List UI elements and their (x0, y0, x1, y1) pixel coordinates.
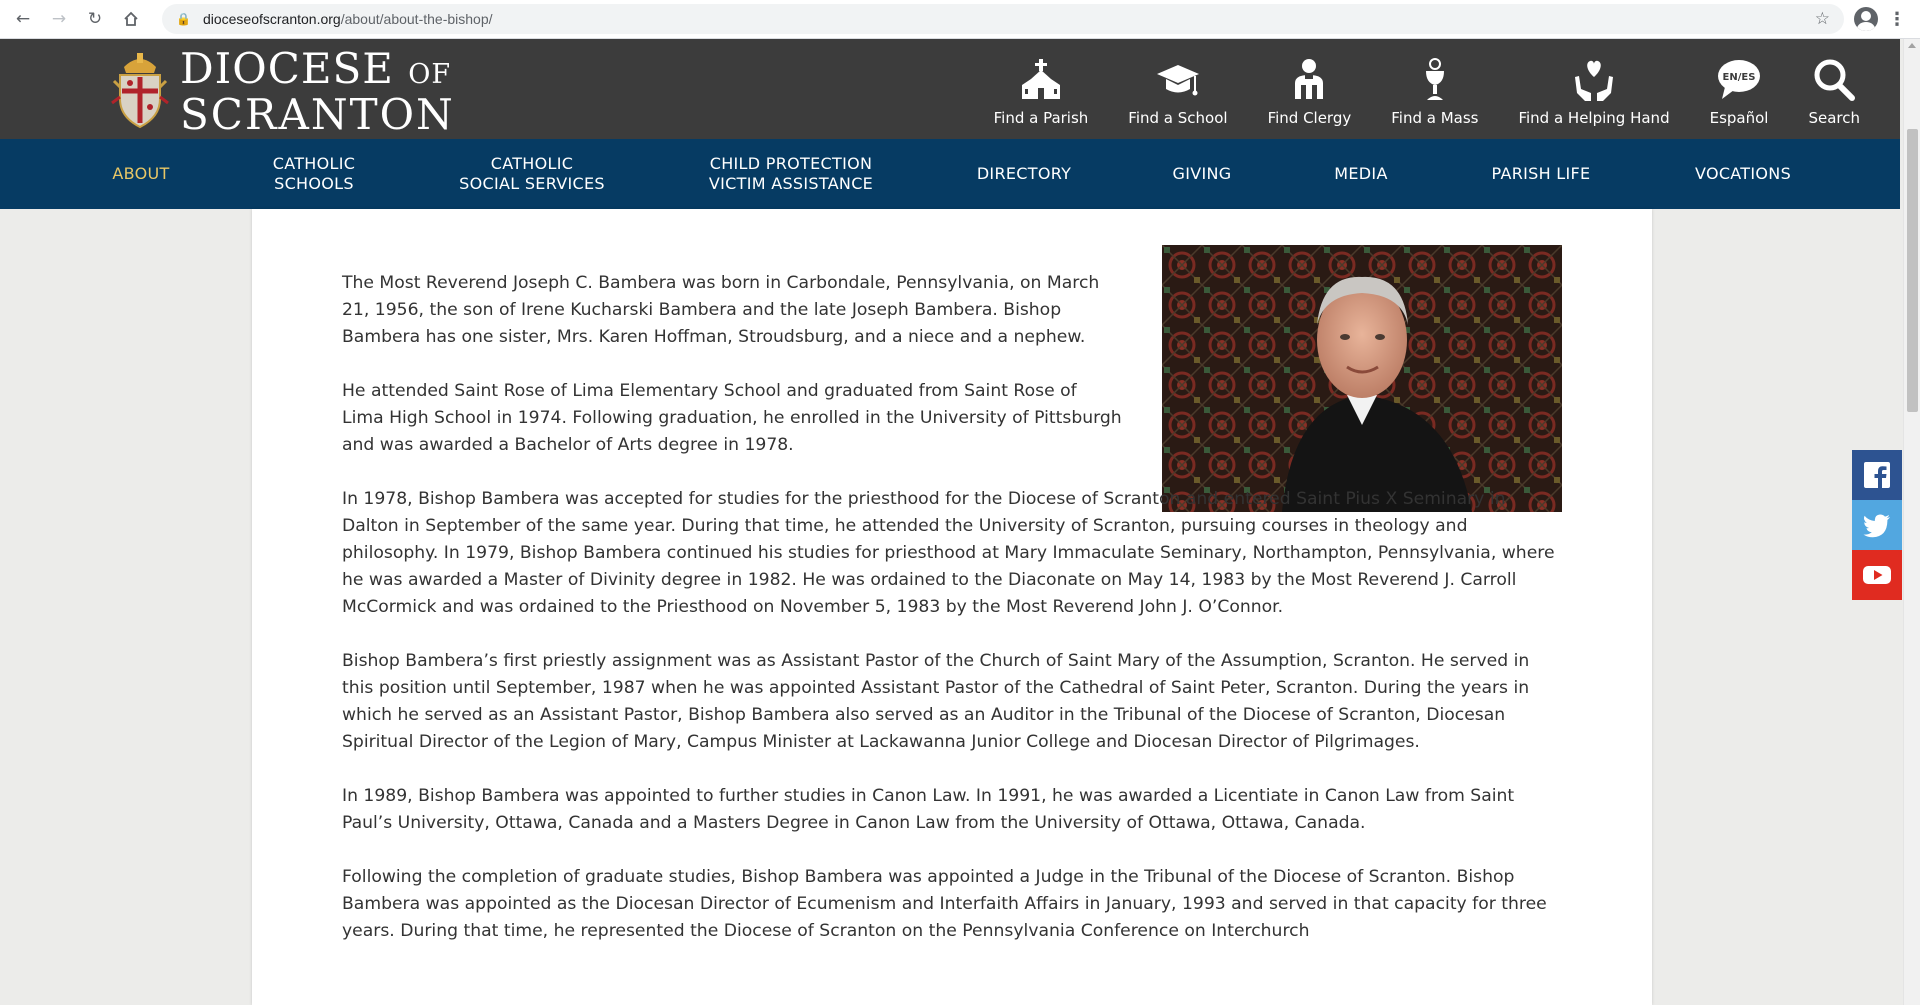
quick-links (974, 47, 1880, 137)
search-icon (1811, 57, 1857, 103)
bookmark-star-icon[interactable]: ☆ (1814, 9, 1830, 29)
bio-paragraph: He attended Saint Rose of Lima Elementary School and graduated from Saint Rose of Lima High School in 1974. Following graduation, he enrolled in the University of Pittsburgh and was awarded a Bachelor of Arts degree in 1978. (342, 381, 1122, 455)
nav-catholic-schools-line1: CATHOLIC (272, 154, 356, 173)
language-badge-text: EN/ES (1722, 72, 1756, 83)
find-helping-hand-link[interactable] (1498, 47, 1689, 127)
twitter-icon (1862, 510, 1892, 540)
nav-child-protection-line2: VICTIM ASSISTANCE (708, 174, 874, 193)
find-clergy-link[interactable] (1248, 47, 1372, 127)
espanol-link[interactable] (1690, 47, 1789, 127)
nav-directory-label: DIRECTORY (976, 164, 1072, 183)
find-clergy-label: Find Clergy (1267, 109, 1352, 127)
diocese-crest-icon (110, 51, 170, 133)
logo-word-scranton: SCRANTON (180, 90, 455, 139)
facebook-icon (1862, 460, 1892, 490)
nav-social-services-line2: SOCIAL SERVICES (459, 174, 605, 193)
nav-media[interactable] (1334, 164, 1387, 184)
url-domain: dioceseofscranton.org (202, 11, 341, 27)
url-path: /about/about-the-bishop/ (340, 11, 493, 27)
chalice-icon (1412, 57, 1458, 103)
find-parish-label: Find a Parish (993, 109, 1089, 127)
espanol-label: Español (1709, 109, 1769, 127)
helping-hand-icon (1571, 57, 1617, 103)
scroll-thumb[interactable] (1907, 129, 1918, 412)
nav-catholic-schools[interactable] (273, 154, 355, 194)
bio-paragraph: In 1989, Bishop Bambera was appointed to further studies in Canon Law. In 1991, he was awarded a Licentiate in Canon Law from Saint Paul’s University, Ottawa, Canada and a Masters Degree in Canon Law from the University of Ottawa, Ottawa, Canada. (342, 786, 1515, 833)
main-navigation (0, 139, 1900, 209)
church-icon (1018, 57, 1064, 103)
nav-vocations-label: VOCATIONS (1694, 164, 1792, 183)
language-bubble-icon (1716, 57, 1762, 103)
find-helping-hand-label: Find a Helping Hand (1518, 109, 1670, 127)
nav-child-protection[interactable] (709, 154, 873, 194)
page-scrollbar[interactable] (1903, 39, 1920, 1005)
nav-about[interactable] (112, 164, 169, 184)
nav-catholic-schools-line2: SCHOOLS (274, 174, 354, 193)
find-school-link[interactable] (1108, 47, 1247, 127)
forward-arrow-icon[interactable]: → (51, 9, 67, 29)
bio-paragraph: The Most Reverend Joseph C. Bambera was born in Carbondale, Pennsylvania, on March 21, 1956, the son of Irene Kucharski Bambera and the late Joseph Bambera. Bishop Bambera has one sister, Mrs. Karen Hoffman, Stroudsburg, and a niece and a nephew. (342, 273, 1100, 347)
bio-paragraph: In 1978, Bishop Bambera was accepted for studies for the priesthood for the Diocese of Scranton and entered Saint Pius X Seminary in Dalton in September of the same year. During that time, he attended the University of Scranton, pursuing courses in theology and philosophy. In 1979, Bishop Bambera continued his studies for priesthood at Mary Immaculate Seminary, Northampton, Pennsylvania, where he was awarded a Master of Divinity degree in 1982. He was ordained to the Diaconate on May 14, 1983 by the Most Reverend J. Carroll McCormick and was ordained to the Priesthood on November 5, 1983 by the Most Reverend John J. O’Connor. (342, 489, 1555, 617)
find-mass-link[interactable] (1371, 47, 1498, 127)
graduation-cap-icon (1155, 57, 1201, 103)
logo-word-of: OF (408, 59, 452, 90)
bio-paragraph: Following the completion of graduate studies, Bishop Bambera was appointed a Judge in the Tribunal of the Diocese of Scranton. Bishop Bambera was appointed as the Diocesan Director of Ecumenism and Interfaith Affairs in January, 1993 and served in that capacity for three years. During that time, he represented the Diocese of Scranton on the Pennsylvania Conference on Interchurch (342, 867, 1547, 941)
home-icon[interactable] (116, 4, 146, 34)
search-link[interactable] (1788, 47, 1880, 127)
site-header (0, 39, 1900, 139)
nav-child-protection-line1: CHILD PROTECTION (709, 154, 873, 173)
logo-text (180, 44, 455, 139)
browser-nav-buttons (8, 4, 146, 34)
facebook-button[interactable] (1852, 450, 1902, 500)
find-mass-label: Find a Mass (1391, 109, 1479, 127)
clergy-icon (1286, 57, 1332, 103)
diocese-logo[interactable] (110, 44, 455, 139)
nav-parish-life[interactable] (1492, 164, 1591, 184)
find-parish-link[interactable] (974, 47, 1109, 127)
nav-vocations[interactable] (1695, 164, 1791, 184)
browser-menu-icon[interactable]: ⋮ (1888, 8, 1906, 30)
nav-about-label: ABOUT (112, 164, 170, 183)
nav-directory[interactable] (977, 164, 1071, 184)
search-label: Search (1808, 109, 1860, 127)
nav-parish-life-label: PARISH LIFE (1491, 164, 1591, 183)
nav-social-services-line1: CATHOLIC (490, 154, 574, 173)
logo-word-diocese: DIOCESE (180, 44, 394, 93)
reload-icon[interactable]: ↻ (87, 9, 103, 29)
find-school-label: Find a School (1128, 109, 1228, 127)
bio-paragraph: Bishop Bambera’s first priestly assignment was as Assistant Pastor of the Church of Saint Mary of the Assumption, Scranton. He served in this position until September, 1987 when he was appointed Assistant Pastor of the Cathedral of Saint Peter, Scranton. During the years in which he served as an Assistant Pastor, Bishop Bambera also served as an Auditor in the Tribunal of the Diocese of Scranton, Diocesan Spiritual Director of the Legion of Mary, Campus Minister at Lackawanna Junior College and Diocesan Director of Pilgrimages. (342, 651, 1530, 752)
lock-icon: 🔒 (176, 12, 191, 26)
nav-catholic-social-services[interactable] (459, 154, 605, 194)
bishop-biography (342, 270, 1562, 972)
nav-giving-label: GIVING (1172, 164, 1232, 183)
profile-avatar-icon[interactable] (1854, 7, 1878, 31)
scroll-up-arrow-icon[interactable] (1908, 43, 1916, 48)
social-share-bar (1852, 450, 1902, 600)
back-arrow-icon[interactable]: ← (15, 9, 31, 29)
twitter-button[interactable] (1852, 500, 1902, 550)
browser-toolbar (0, 0, 1920, 39)
youtube-button[interactable] (1852, 550, 1902, 600)
youtube-icon (1862, 560, 1892, 590)
address-bar[interactable] (162, 4, 1844, 34)
nav-giving[interactable] (1173, 164, 1232, 184)
nav-media-label: MEDIA (1334, 164, 1388, 183)
